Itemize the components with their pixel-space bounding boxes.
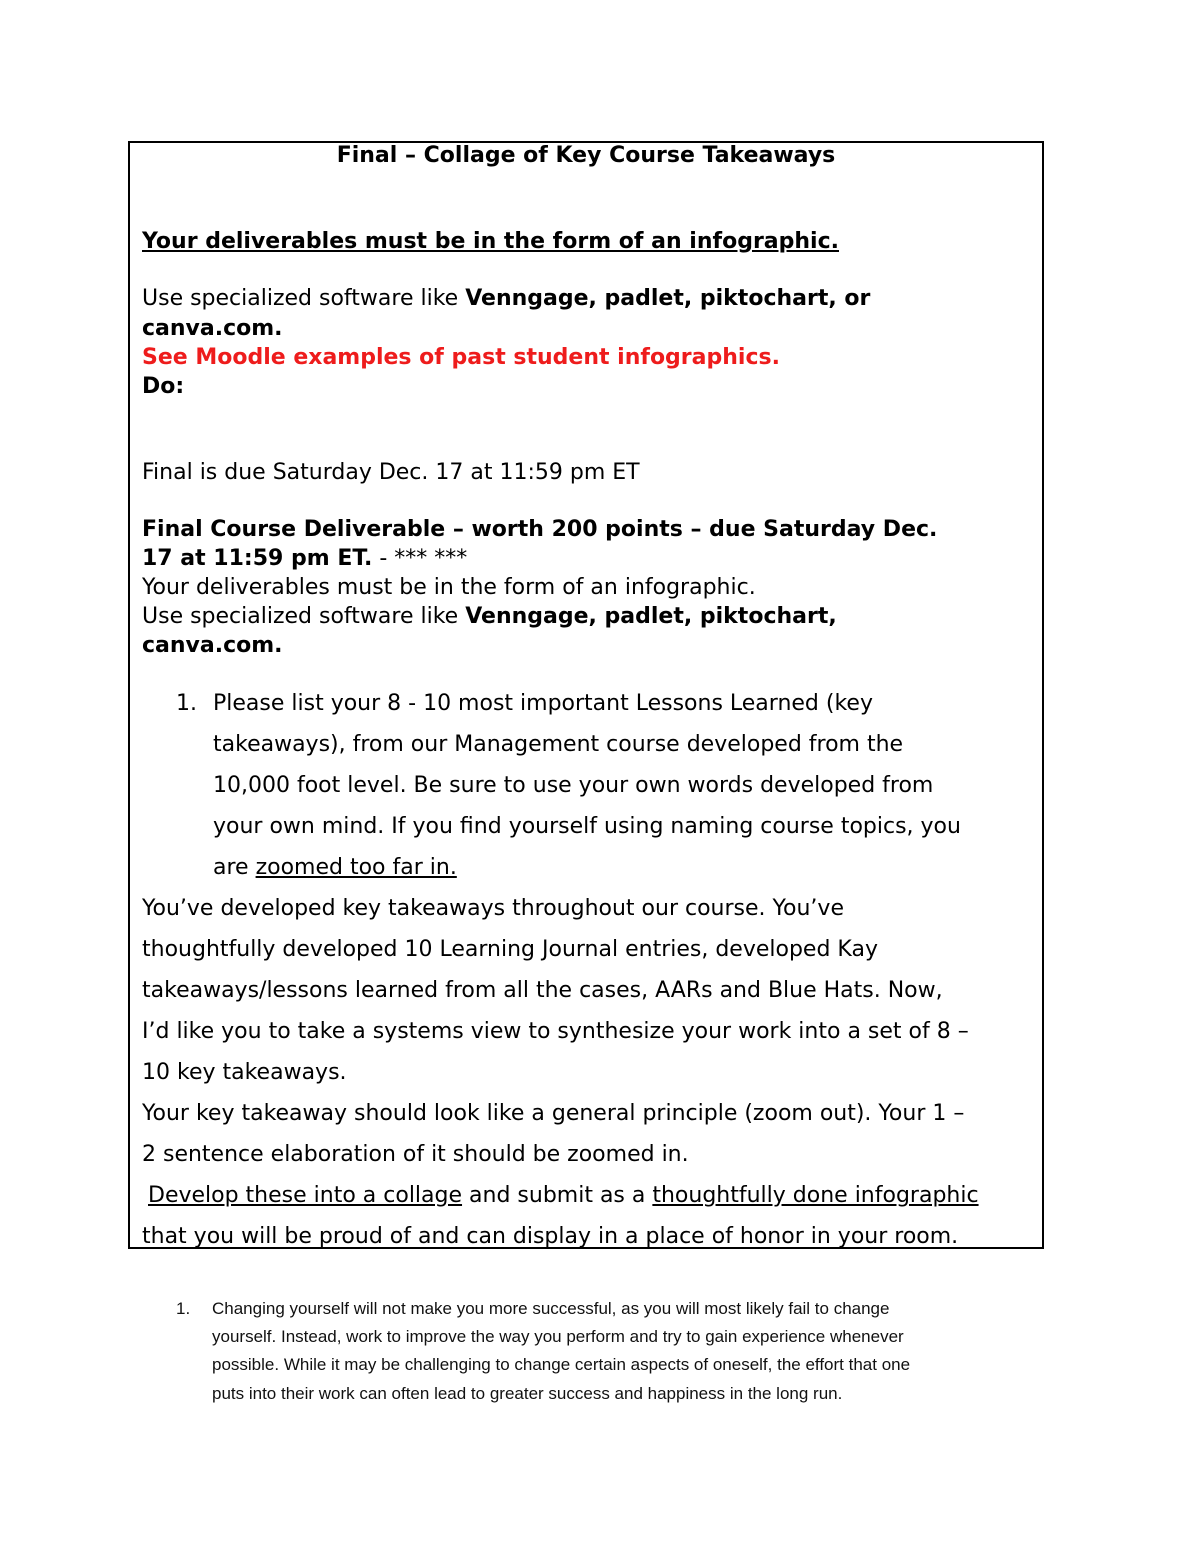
list-line-last: are zoomed too far in. [213,855,457,880]
list-line: 10,000 foot level. Be sure to use your own words developed from [213,773,934,798]
body-line: thoughtfully developed 10 Learning Journal entries, developed Kay [142,937,878,962]
body-line: takeaways/lessons learned from all the cases, AARs and Blue Hats. Now, [142,978,943,1003]
page-title: Final – Collage of Key Course Takeaways [336,143,836,168]
body-line: 2 sentence elaboration of it should be zoomed in. [142,1142,689,1167]
closing-last-line: that you will be proud of and can display in a place of honor in your room. [142,1224,959,1249]
deliverable-software-line-2: canva.com. [142,633,283,658]
moodle-note: See Moodle examples of past student infographics. [142,345,780,370]
deliverable-heading: Final Course Deliverable – worth 200 points – due Saturday Dec. [142,517,938,542]
body-line: Your key takeaway should look like a general principle (zoom out). Your 1 – [142,1101,965,1126]
deliverables-heading: Your deliverables must be in the form of an infographic. [142,229,839,254]
body-line: I’d like you to take a systems view to synthesize your work into a set of 8 – [142,1019,969,1044]
answer-line: puts into their work can often lead to greater success and happiness in the long run. [212,1384,843,1403]
answer-line: Changing yourself will not make you more successful, as you will most likely fail to change [212,1299,890,1318]
body-line: 10 key takeaways. [142,1060,347,1085]
list-line: Please list your 8 - 10 most important Lessons Learned (key [213,691,873,716]
body-line: You’ve developed key takeaways throughout our course. You’ve [142,896,844,921]
answer-line: possible. While it may be challenging to change certain aspects of oneself, the effort that one [212,1355,911,1374]
answer-line: yourself. Instead, work to improve the way you perform and try to gain experience whenever [212,1327,904,1346]
deliverable-software-line: Use specialized software like Venngage, padlet, piktochart, [142,604,837,629]
deliverable-heading-2: 17 at 11:59 pm ET. - *** *** [142,546,468,571]
list-line: your own mind. If you find yourself using naming course topics, you [213,814,961,839]
list-number: 1. [176,691,197,716]
do-label: Do: [142,374,185,399]
due-line: Final is due Saturday Dec. 17 at 11:59 pm ET [142,460,640,485]
deliverable-form-line: Your deliverables must be in the form of an infographic. [142,575,756,600]
closing-line: Develop these into a collage and submit as a thoughtfully done infographic [148,1183,979,1208]
list-line: takeaways), from our Management course developed from the [213,732,904,757]
answer-number: 1. [176,1299,191,1318]
software-line: Use specialized software like Venngage, padlet, piktochart, or [142,286,871,311]
software-line-2: canva.com. [142,316,283,341]
